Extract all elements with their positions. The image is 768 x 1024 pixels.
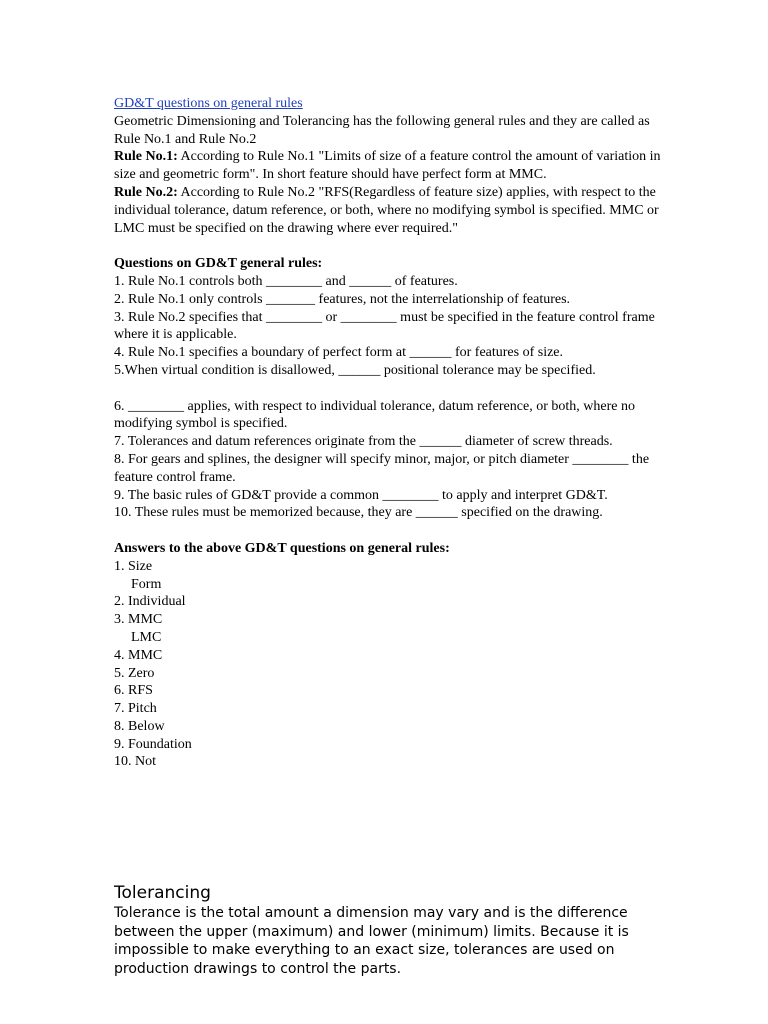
answer-line: 7. Pitch — [114, 701, 157, 717]
question-item: 7. Tolerances and datum references originate from the ______ diameter of screw threads. — [114, 434, 613, 450]
answer-line: 6. RFS — [114, 683, 153, 699]
answer-line: Form — [131, 576, 162, 592]
answer-line: 5. Zero — [114, 665, 155, 681]
question-item: 5.When virtual condition is disallowed, ______ positional tolerance may be specified. — [114, 362, 596, 378]
tolerancing-body: Tolerance is the total amount a dimension may vary and is the difference between the upper (maximum) and lower (minimum) limits. Because it is impossible to make everything to an exact size, tolerances are used on production drawings to control the parts. — [114, 905, 629, 977]
answer-line: 1. Size — [114, 558, 153, 574]
answer-line: 9. Foundation — [114, 736, 192, 752]
answer-line: 10. Not — [114, 754, 156, 770]
question-item: 10. These rules must be memorized because, they are ______ specified on the drawing. — [114, 505, 603, 521]
tolerancing-section — [114, 882, 674, 978]
questions-heading: Questions on GD&T general rules: — [114, 256, 323, 272]
rule1-paragraph — [114, 148, 674, 184]
answers-heading: Answers to the above GD&T questions on general rules: — [114, 540, 450, 556]
document-body — [114, 95, 674, 771]
rule1-label: Rule No.1: — [114, 149, 178, 165]
tolerancing-title: Tolerancing — [114, 883, 211, 903]
rule2-text: According to Rule No.2 "RFS(Regardless of feature size) applies, with respect to the individual tolerance, datum reference, or both, where no modifying symbol is specified. MMC or LMC must be specified on the drawing where ever required." — [114, 184, 659, 236]
answer-line: 8. Below — [114, 718, 165, 734]
answer-line: 4. MMC — [114, 647, 163, 663]
answer-line: 2. Individual — [114, 594, 186, 610]
rule2-label: Rule No.2: — [114, 184, 178, 200]
question-item: 1. Rule No.1 controls both ________ and ______ of features. — [114, 273, 458, 289]
spacer — [114, 380, 674, 398]
question-item: 4. Rule No.1 specifies a boundary of perfect form at ______ for features of size. — [114, 345, 564, 361]
question-item: 8. For gears and splines, the designer will specify minor, major, or pitch diameter ________ the feature control frame. — [114, 451, 650, 485]
intro-paragraph: Geometric Dimensioning and Tolerancing has the following general rules and they are called as Rule No.1 and Rule No.2 — [114, 113, 650, 147]
answer-line: 3. MMC — [114, 612, 163, 628]
question-item: 3. Rule No.2 specifies that ________ or ________ must be specified in the feature control frame where it is applicable. — [114, 309, 655, 343]
question-item: 9. The basic rules of GD&T provide a common ________ to apply and interpret GD&T. — [114, 487, 608, 503]
rule2-paragraph — [114, 184, 674, 237]
spacer — [114, 522, 674, 540]
rule1-text: According to Rule No.1 "Limits of size of a feature control the amount of variation in size and geometric form". In short feature should have perfect form at MMC. — [114, 149, 661, 183]
spacer — [114, 237, 674, 255]
question-item: 6. ________ applies, with respect to individual tolerance, datum reference, or both, where no modifying symbol is specified. — [114, 398, 635, 432]
answer-line: LMC — [131, 629, 162, 645]
gdt-questions-link[interactable]: GD&T questions on general rules — [114, 96, 303, 111]
question-item: 2. Rule No.1 only controls _______ features, not the interrelationship of features. — [114, 291, 571, 307]
